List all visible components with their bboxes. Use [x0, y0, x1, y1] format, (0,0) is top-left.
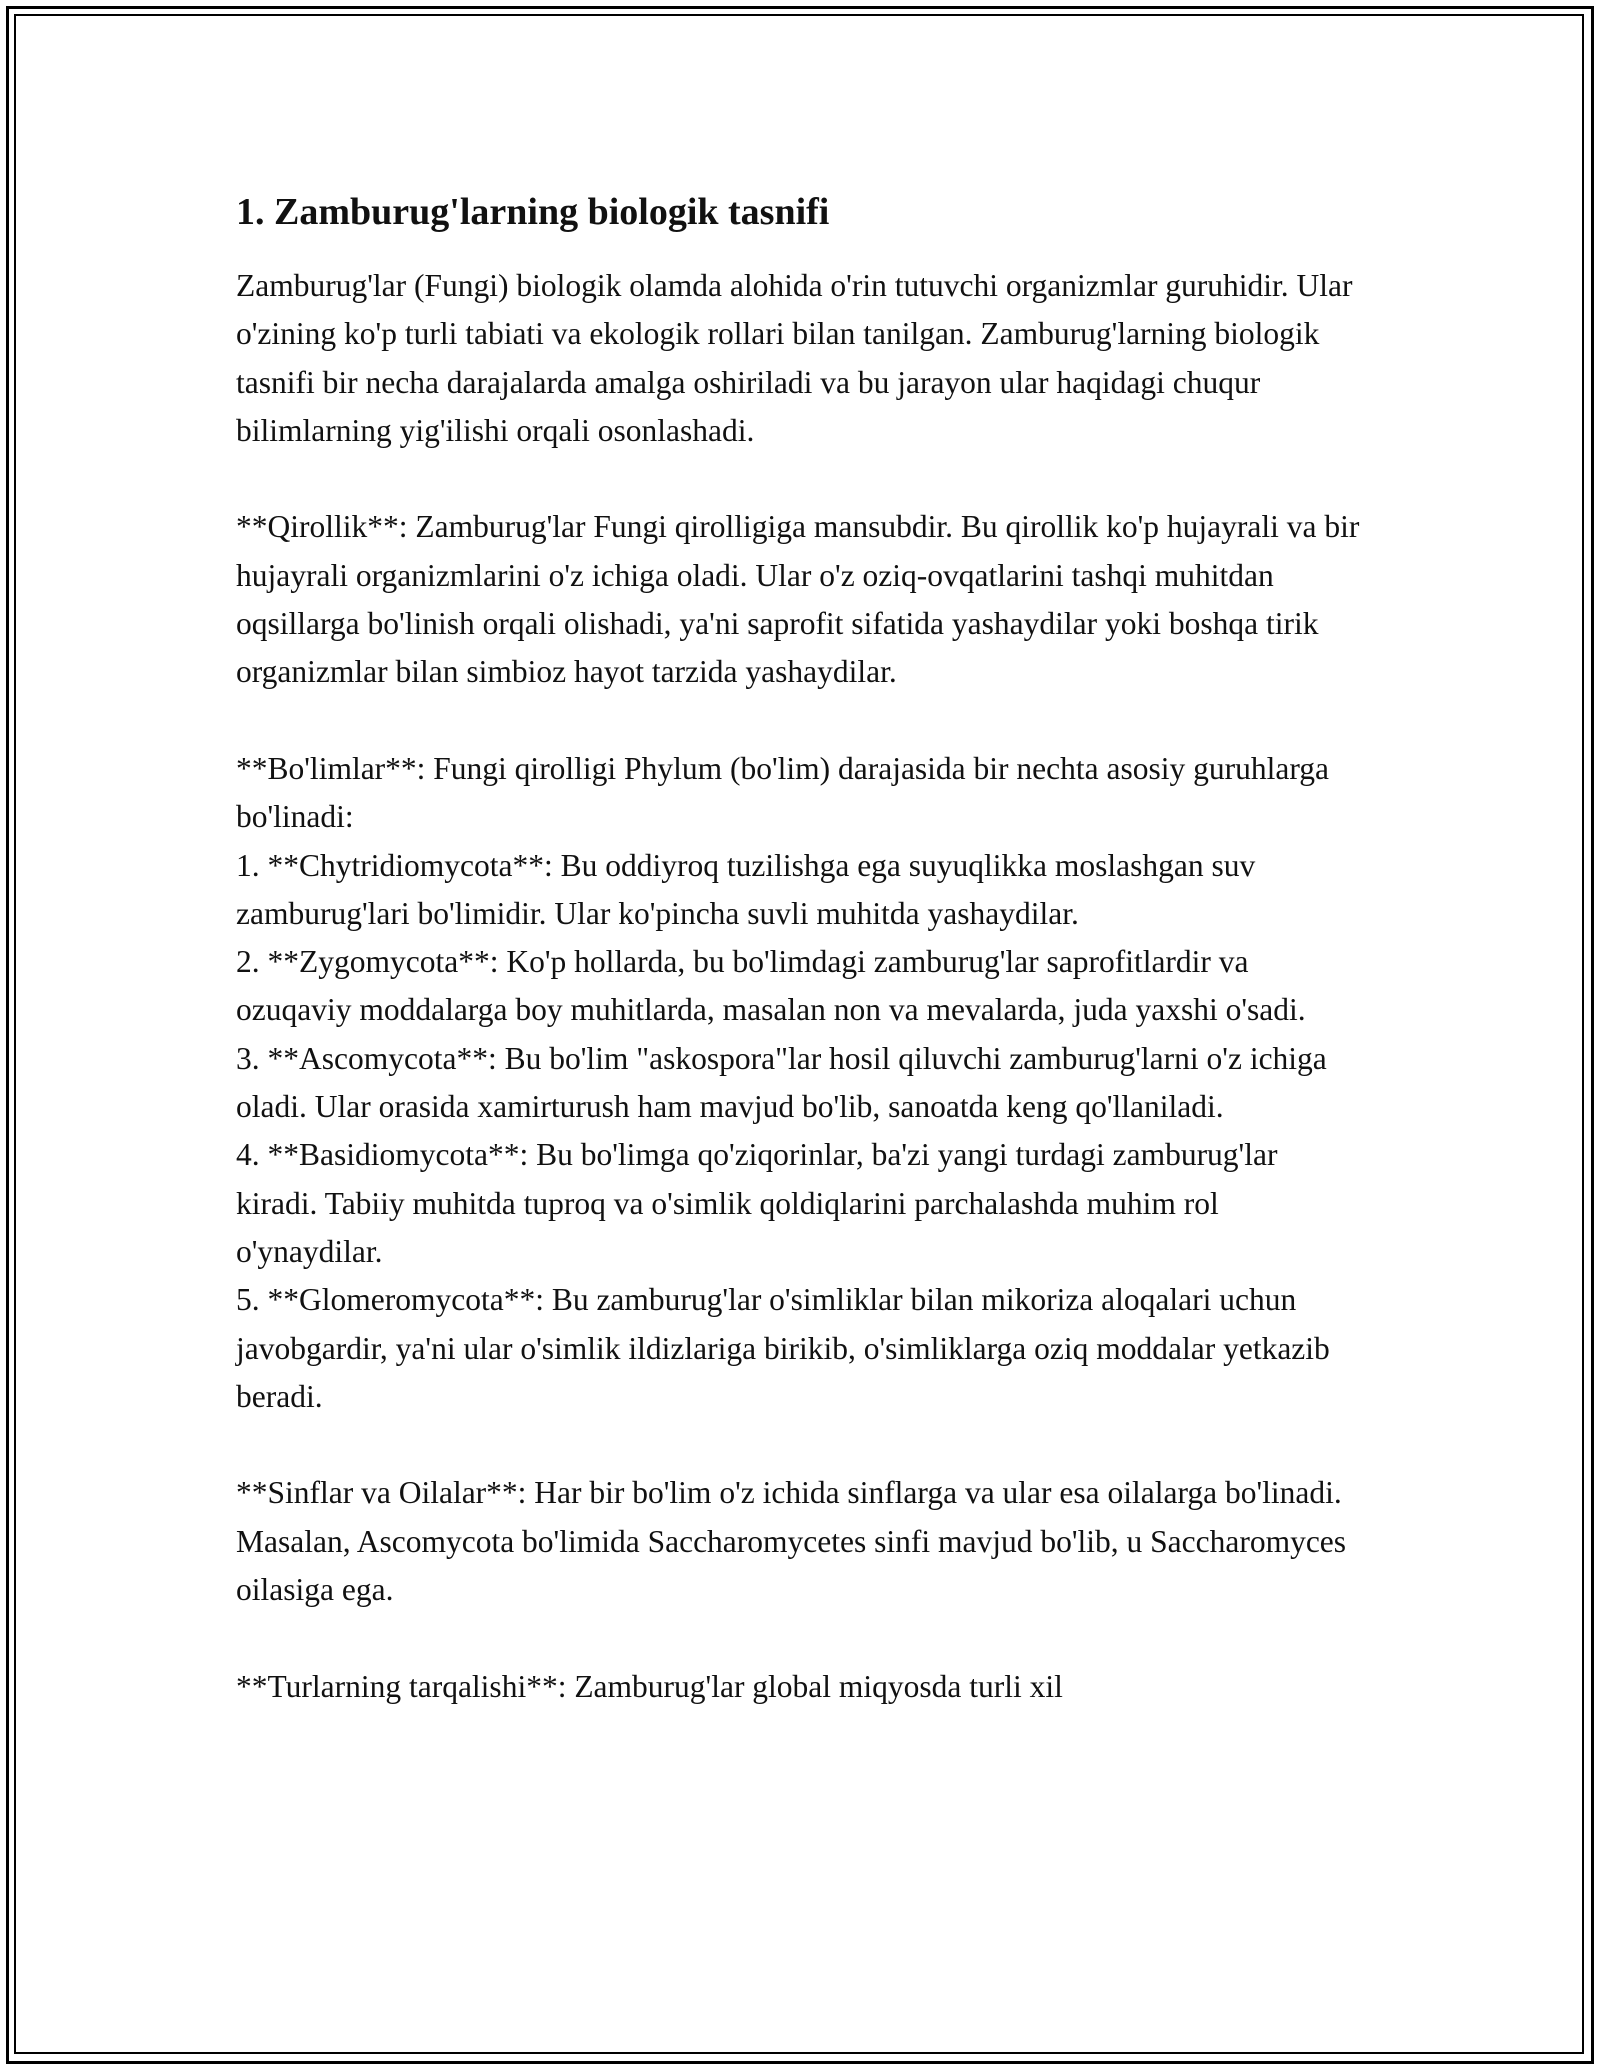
paragraph-spacer — [236, 1421, 1366, 1469]
intro-paragraph: Zamburug'lar (Fungi) biologik olamda alohida o'rin tutuvchi organizmlar guruhidir. Ular o'zining ko'p turli tabiati va ekologik rollari bilan tanilgan. Zamburug'larning biologik tasnifi bir necha darajalarda amalga oshiriladi va bu jarayon ular haqidagi chuqur bilimlarning yig'ilishi orqali osonlashadi. — [236, 268, 1353, 448]
list-item-zygomycota: 2. **Zygomycota**: Ko'p hollarda, bu bo'limdagi zamburug'lar saprofitlardir va ozuqaviy moddalarga boy muhitlarda, masalan non va mevalarda, juda yaxshi o'sadi. — [236, 944, 1306, 1028]
paragraph-spacer — [236, 455, 1366, 503]
classes-families-paragraph: **Sinflar va Oilalar**: Har bir bo'lim o'z ichida sinflarga va ular esa oilalarga bo'linadi. Masalan, Ascomycota bo'limida Saccharomycetes sinfi mavjud bo'lib, u Saccharomyces oilasiga ega. — [236, 1475, 1347, 1608]
list-item-ascomycota: 3. **Ascomycota**: Bu bo'lim "askospora"lar hosil qiluvchi zamburug'larni o'z ichiga oladi. Ular orasida xamirturush ham mavjud bo'lib, sanoatda keng qo'llaniladi. — [236, 1040, 1327, 1125]
kingdom-paragraph: **Qirollik**: Zamburug'lar Fungi qirolligiga mansubdir. Bu qirollik ko'p hujayrali va bir hujayrali organizmlarini o'z ichiga oladi. Ular o'z oziq-ovqatlarini tashqi muhitdan oqsillarga bo'linish orqali olishadi, ya'ni saprofit sifatida yashaydilar yoki boshqa tirik organizmlar bilan simbioz hayot tarzida yashaydilar. — [236, 509, 1360, 690]
list-item-glomeromycota: 5. **Glomeromycota**: Bu zamburug'lar o'simliklar bilan mikoriza aloqalari uchun javobgardir, ya'ni ular o'simlik ildizlariga birikib, o'simliklarga oziq moddalar yetkazib beradi. — [236, 1282, 1330, 1414]
document-body — [236, 186, 1366, 1711]
paragraph-spacer — [236, 697, 1366, 745]
divisions-paragraph: **Bo'limlar**: Fungi qirolligi Phylum (bo'lim) darajasida bir nechta asosiy guruhlarga bo'linadi: — [236, 750, 1329, 835]
document-title: 1. Zamburug'larning biologik tasnifi — [236, 191, 830, 233]
distribution-paragraph: **Turlarning tarqalishi**: Zamburug'lar global miqyosda turli xil — [236, 1668, 1063, 1704]
list-item-basidiomycota: 4. **Basidiomycota**: Bu bo'limga qo'ziqorinlar, ba'zi yangi turdagi zamburug'lar kiradi. Tabiiy muhitda tuproq va o'simlik qoldiqlarini parchalashda muhim rol o'ynaydilar. — [236, 1137, 1278, 1269]
paragraph-spacer — [236, 1614, 1366, 1662]
list-item-chytridiomycota: 1. **Chytridiomycota**: Bu oddiyroq tuzilishga ega suyuqlikka moslashgan suv zamburug'lari bo'limidir. Ular ko'pincha suvli muhitda yashaydilar. — [236, 847, 1256, 931]
